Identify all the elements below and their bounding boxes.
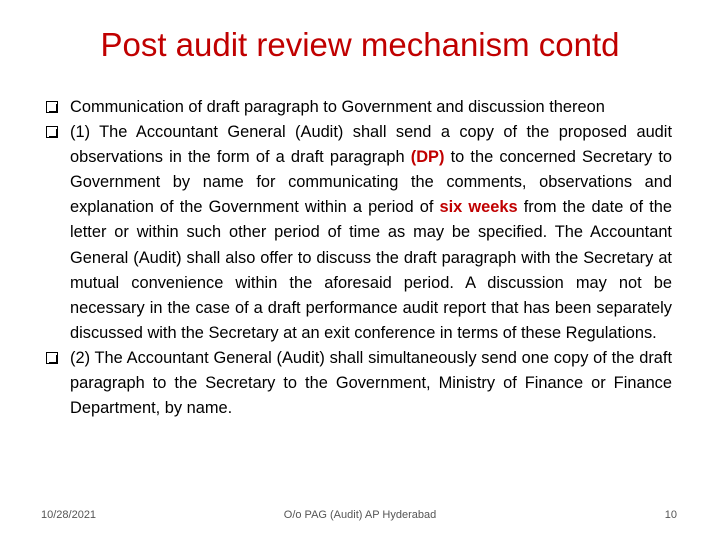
bullet-item-regulation-2 xyxy=(46,346,672,421)
slide-title: Post audit review mechanism contd xyxy=(100,26,620,63)
footer-page-number: 10 xyxy=(664,509,677,521)
checkbox-bullet-icon xyxy=(46,101,58,113)
slide-content xyxy=(46,95,672,421)
checkbox-bullet-icon xyxy=(46,126,58,138)
footer-organization: O/o PAG (Audit) AP Hyderabad xyxy=(283,509,437,521)
bullet-text-part: from the date of the letter or within such other period of time as may be specified. The Accountant General (Audit) shall also offer to discuss the draft paragraph with the Secretary at mutual convenience within the aforesaid period. A discussion may not be necessary in the case of a draft performance audit report that has been separately discussed with the Secretary at an exit conference in terms of these Regulations. xyxy=(70,198,672,342)
bullet-text: Communication of draft paragraph to Government and discussion thereon xyxy=(70,98,605,116)
highlight-six-weeks: six weeks xyxy=(439,198,518,217)
bullet-text-part: to the concerned Secretary to Government by name for communicating the comments, observations and explanation of the Government within a period of xyxy=(70,148,673,217)
bullet-text-part: (1) The Accountant General (Audit) shall send a copy of the proposed audit observations in the form of a draft paragraph xyxy=(70,123,672,167)
bullet-item-communication xyxy=(46,95,672,120)
checkbox-bullet-icon xyxy=(46,352,58,364)
bullet-item-regulation-1 xyxy=(46,120,672,346)
bullet-text: (2) The Accountant General (Audit) shall simultaneously send one copy of the draft paragraph to the Secretary to the Government, Ministry of Finance or Finance Department, by name. xyxy=(70,348,672,418)
footer-date: 10/28/2021 xyxy=(41,509,97,521)
highlight-dp: (DP) xyxy=(410,148,445,167)
